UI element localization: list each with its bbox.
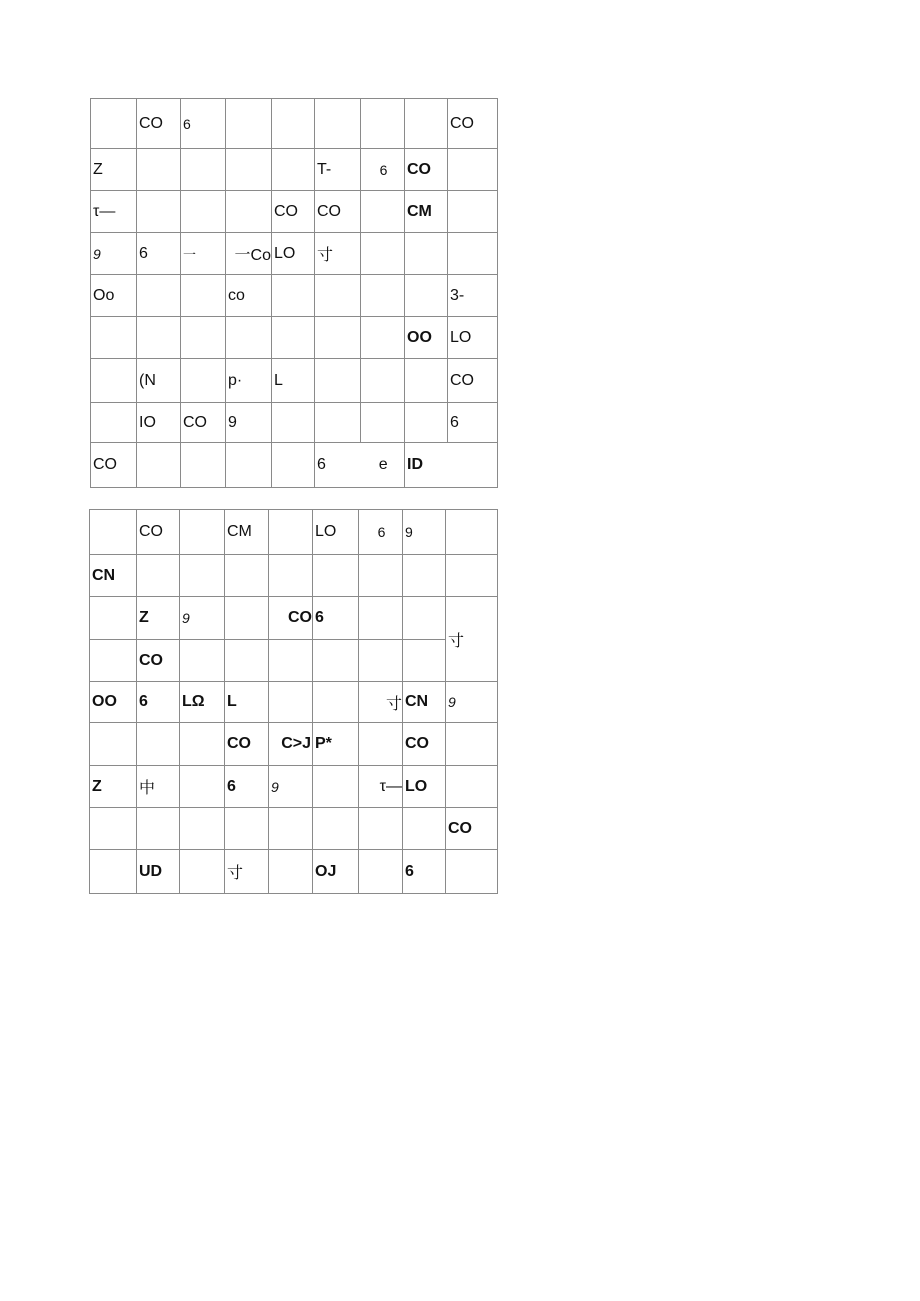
table-cell: 6 xyxy=(181,99,226,149)
table-cell xyxy=(403,640,446,682)
table-cell xyxy=(137,723,180,766)
table-cell xyxy=(91,403,137,443)
table-cell: 6 xyxy=(359,510,403,555)
table-cell xyxy=(181,191,226,233)
table-cell: T- xyxy=(315,149,361,191)
table-cell xyxy=(226,317,272,359)
table-cell: CO xyxy=(446,808,498,850)
table-cell xyxy=(405,233,448,275)
table-cell xyxy=(90,640,137,682)
table-cell xyxy=(91,359,137,403)
table-cell xyxy=(272,99,315,149)
table-cell xyxy=(272,443,315,488)
table-cell: CO xyxy=(448,99,498,149)
table-cell xyxy=(269,808,313,850)
table-row xyxy=(90,555,498,597)
table-cell: Z xyxy=(137,597,180,640)
table-cell xyxy=(405,403,448,443)
table-cell: OJ xyxy=(313,850,359,894)
table-cell: CO xyxy=(137,510,180,555)
table-cell: P* xyxy=(313,723,359,766)
table-row xyxy=(90,808,498,850)
table-cell xyxy=(448,149,498,191)
table-cell xyxy=(446,723,498,766)
table-cell xyxy=(448,191,498,233)
table-cell xyxy=(180,640,225,682)
table-cell xyxy=(272,149,315,191)
table-cell xyxy=(180,850,225,894)
table-cell: 6 xyxy=(137,682,180,723)
table-cell: CO xyxy=(269,597,313,640)
table-cell xyxy=(446,555,498,597)
table-cell xyxy=(181,443,226,488)
table-cell xyxy=(90,850,137,894)
table-cell xyxy=(226,149,272,191)
table-row xyxy=(91,317,498,359)
table-cell xyxy=(361,191,405,233)
table-cell xyxy=(359,723,403,766)
table-cell xyxy=(313,682,359,723)
table-row xyxy=(90,597,498,640)
table-cell xyxy=(446,850,498,894)
table-cell xyxy=(226,99,272,149)
table-cell: CO xyxy=(225,723,269,766)
table-cell xyxy=(448,233,498,275)
table-row xyxy=(90,682,498,723)
table-cell: Z xyxy=(91,149,137,191)
table-cell: CO xyxy=(181,403,226,443)
table-cell xyxy=(361,317,405,359)
table-cell xyxy=(269,555,313,597)
table-cell xyxy=(269,510,313,555)
table-cell xyxy=(359,850,403,894)
table-row xyxy=(91,149,498,191)
table-cell: 3- xyxy=(448,275,498,317)
table-cell: τ— xyxy=(91,191,137,233)
table-cell: CO xyxy=(403,723,446,766)
table-row xyxy=(91,99,498,149)
table-cell: 6 xyxy=(361,149,405,191)
table-cell: 9 xyxy=(226,403,272,443)
table-cell xyxy=(137,808,180,850)
table-cell: CO xyxy=(272,191,315,233)
table-cell xyxy=(405,99,448,149)
table-cell: CN xyxy=(90,555,137,597)
table-cell xyxy=(90,510,137,555)
table-cell xyxy=(313,555,359,597)
table-cell xyxy=(313,640,359,682)
table-cell: L xyxy=(272,359,315,403)
table-cell xyxy=(405,275,448,317)
table-row xyxy=(91,275,498,317)
table-row xyxy=(90,723,498,766)
table-cell xyxy=(90,808,137,850)
table-cell: CM xyxy=(405,191,448,233)
table-cell xyxy=(272,403,315,443)
table-cell: OO xyxy=(90,682,137,723)
table-cell: C>J xyxy=(269,723,313,766)
table-cell xyxy=(180,510,225,555)
table-row xyxy=(90,850,498,894)
table-cell: 9 xyxy=(180,597,225,640)
table-cell: LO xyxy=(313,510,359,555)
table-cell xyxy=(361,275,405,317)
table-cell: τ— xyxy=(359,766,403,808)
table-cell xyxy=(361,99,405,149)
table-cell xyxy=(137,443,181,488)
table-cell: p· xyxy=(226,359,272,403)
table-cell xyxy=(272,275,315,317)
table-cell xyxy=(405,359,448,403)
table-cell: CO xyxy=(91,443,137,488)
table-cell xyxy=(181,359,226,403)
table-cell: CO xyxy=(137,640,180,682)
table-cell xyxy=(315,99,361,149)
table-cell xyxy=(359,808,403,850)
table-cell xyxy=(403,597,446,640)
table-cell xyxy=(446,766,498,808)
table-cell xyxy=(359,555,403,597)
table-cell xyxy=(91,317,137,359)
table-cell xyxy=(403,808,446,850)
table-cell xyxy=(225,808,269,850)
table-cell xyxy=(315,317,361,359)
table-cell xyxy=(181,317,226,359)
table-cell: 9 xyxy=(403,510,446,555)
grid-table-2 xyxy=(89,509,498,894)
grid-table-1 xyxy=(90,98,498,488)
table-cell xyxy=(225,555,269,597)
table-cell: IO xyxy=(137,403,181,443)
table-cell xyxy=(137,191,181,233)
table-cell: Oo xyxy=(91,275,137,317)
table-cell xyxy=(180,723,225,766)
table-cell: LΩ xyxy=(180,682,225,723)
table-cell: 6 xyxy=(313,597,359,640)
table-cell: CO xyxy=(137,99,181,149)
table-cell xyxy=(313,766,359,808)
table-cell: CN xyxy=(403,682,446,723)
table-row xyxy=(90,640,498,682)
table-cell: 寸 xyxy=(225,850,269,894)
table-cell xyxy=(315,359,361,403)
table-cell: 中 xyxy=(137,766,180,808)
table-cell xyxy=(313,808,359,850)
table-cell: 一 xyxy=(181,233,226,275)
table-cell xyxy=(361,233,405,275)
table-cell xyxy=(180,555,225,597)
table-row xyxy=(90,766,498,808)
table-cell xyxy=(403,555,446,597)
table-cell: LO xyxy=(272,233,315,275)
table-cell xyxy=(137,275,181,317)
table-cell xyxy=(181,149,226,191)
table-cell: ID xyxy=(405,443,498,488)
table-cell xyxy=(90,723,137,766)
table-cell: 9 xyxy=(269,766,313,808)
table-row xyxy=(91,359,498,403)
table-cell xyxy=(361,403,405,443)
table-cell xyxy=(315,275,361,317)
table-cell: CO xyxy=(315,191,361,233)
table-cell: Z xyxy=(90,766,137,808)
table-row xyxy=(91,233,498,275)
table-cell: co xyxy=(226,275,272,317)
table-cell: UD xyxy=(137,850,180,894)
table-cell: 寸 xyxy=(446,597,498,682)
table-cell: 9 xyxy=(91,233,137,275)
table-cell: (N xyxy=(137,359,181,403)
table-cell: 6 xyxy=(403,850,446,894)
table-cell xyxy=(272,317,315,359)
table-cell: 寸 xyxy=(315,233,361,275)
table-cell: CO xyxy=(448,359,498,403)
table-cell: LO xyxy=(403,766,446,808)
table-cell: 6 xyxy=(315,443,361,488)
table-cell: e xyxy=(361,443,405,488)
table-cell: CO xyxy=(405,149,448,191)
table-cell xyxy=(137,317,181,359)
table-cell xyxy=(137,555,180,597)
table-row xyxy=(90,510,498,555)
table-cell xyxy=(180,808,225,850)
table-cell xyxy=(225,597,269,640)
table-cell: CM xyxy=(225,510,269,555)
table-cell xyxy=(180,766,225,808)
table-cell: 寸 xyxy=(359,682,403,723)
table-cell: OO xyxy=(405,317,448,359)
table-cell xyxy=(225,640,269,682)
table-cell xyxy=(359,597,403,640)
table-cell: LO xyxy=(448,317,498,359)
table-cell xyxy=(90,597,137,640)
table-row xyxy=(91,191,498,233)
table-cell: 6 xyxy=(137,233,181,275)
table-cell xyxy=(269,640,313,682)
table-cell xyxy=(361,359,405,403)
table-cell xyxy=(359,640,403,682)
table-cell: L xyxy=(225,682,269,723)
table-cell xyxy=(91,99,137,149)
table-cell xyxy=(181,275,226,317)
table-cell xyxy=(315,403,361,443)
table-row xyxy=(91,443,498,488)
table-cell: 9 xyxy=(446,682,498,723)
table-cell xyxy=(269,682,313,723)
table-row xyxy=(91,403,498,443)
table-cell: 一Co xyxy=(226,233,272,275)
table-cell xyxy=(269,850,313,894)
table-cell: 6 xyxy=(225,766,269,808)
table-cell xyxy=(226,443,272,488)
table-cell xyxy=(446,510,498,555)
table-cell: 6 xyxy=(448,403,498,443)
table-cell xyxy=(137,149,181,191)
table-cell xyxy=(226,191,272,233)
